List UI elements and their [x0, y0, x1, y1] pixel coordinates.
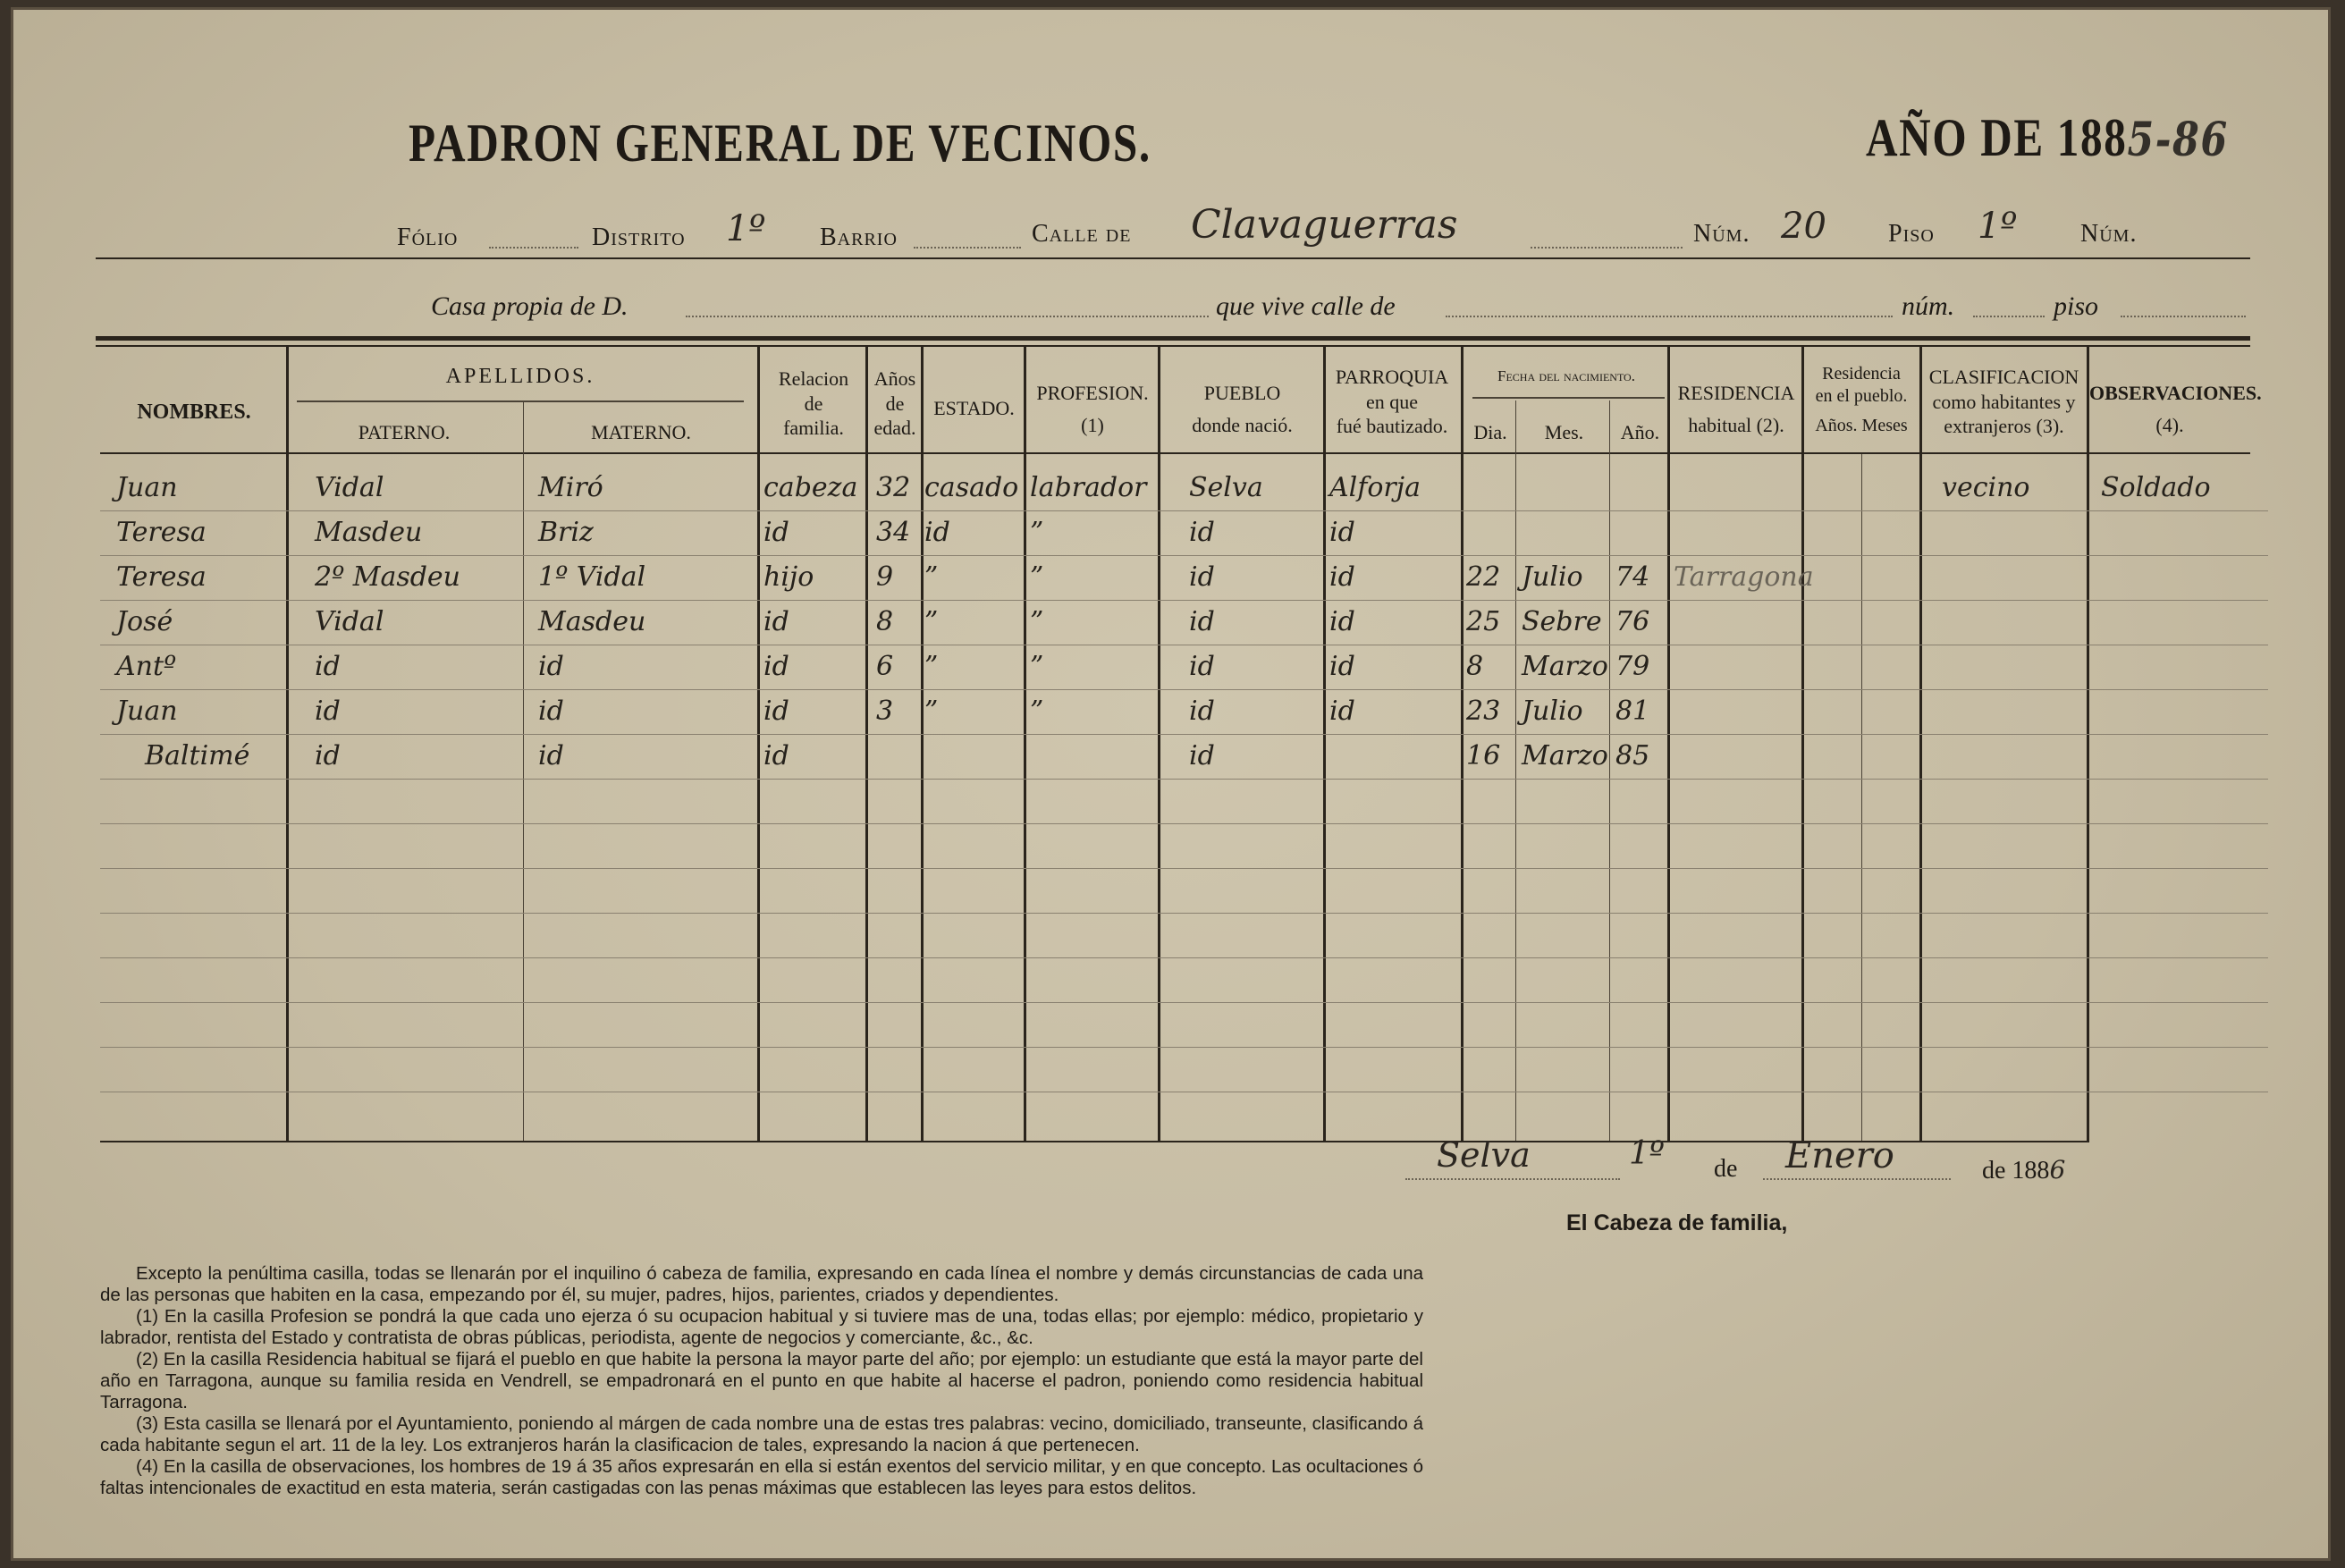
num2-label: Núm.: [2080, 220, 2138, 248]
note-2: (2) En la casilla Residencia habitual se fijará el pueblo en que habite la persona la mayor parte del año; por ejemplo: un estudiante que está la mayor parte del año en Tarragona, aunque su familia resida en Vendrell, se empadronará en el punto en que habite al hacerse el padron, poniendo como residencia habitual Tarragona.: [100, 1349, 1423, 1412]
row-profesion: ”: [1030, 651, 1044, 682]
row-rule: [100, 779, 2268, 780]
row-profesion: ”: [1030, 561, 1044, 593]
row-paterno: id: [315, 651, 341, 682]
row-rule: [100, 510, 2268, 511]
residencia-pueblo-line3: Años. Meses: [1815, 416, 1908, 435]
row-ano: 85: [1615, 740, 1650, 771]
row-pueblo: id: [1189, 740, 1215, 771]
signature-place: Selva: [1437, 1135, 1531, 1175]
row-rule: [100, 913, 2268, 914]
col-estado: ESTADO.: [933, 397, 1015, 419]
folio-dots: [489, 247, 578, 249]
observaciones-line1: OBSERVACIONES.: [2089, 382, 2262, 404]
row-nombre: Juan: [116, 472, 178, 503]
row-ano: 74: [1615, 561, 1650, 593]
row-estado: ”: [924, 606, 939, 637]
col-divider: [1861, 454, 1862, 1142]
col-pueblo: [1160, 381, 1325, 437]
row-estado: casado: [924, 472, 1019, 503]
row-pueblo: id: [1189, 517, 1215, 548]
anos-line3: edad.: [873, 417, 916, 439]
row-nombre: Baltimé: [145, 740, 250, 771]
row-profesion: ”: [1030, 606, 1044, 637]
row-nombre: Teresa: [116, 561, 207, 593]
signature-day: 1º: [1629, 1135, 1665, 1172]
row-edad: 34: [876, 517, 911, 548]
col-divider: [1667, 347, 1670, 1142]
col-divider: [1024, 347, 1026, 1142]
row-estado: id: [924, 517, 950, 548]
distrito-label: Distrito: [592, 223, 686, 251]
row-pueblo: id: [1189, 561, 1215, 593]
row-rule: [100, 957, 2268, 958]
row-rule: [100, 734, 2268, 735]
row-parroquia: id: [1329, 651, 1355, 682]
row-paterno: 2º Masdeu: [315, 561, 461, 593]
row-observaciones: Soldado: [2101, 472, 2211, 503]
casa-label: Casa propia de D.: [431, 291, 628, 321]
row-relacion: id: [763, 517, 789, 548]
row-relacion: hijo: [763, 561, 814, 593]
row-nombre: Teresa: [116, 517, 207, 548]
num-label: Núm.: [1693, 220, 1750, 248]
row-estado: ”: [924, 651, 939, 682]
piso-value: 1º: [1978, 206, 2018, 247]
anos-line1: Años: [873, 367, 916, 390]
col-ano: Año.: [1620, 421, 1660, 443]
form-year: [1866, 107, 2229, 169]
col-divider: [523, 400, 524, 1142]
row-mes: Julio: [1522, 561, 1583, 593]
note-1: (1) En la casilla Profesion se pondrá la que cada uno ejerza ó su ocupacion habitual y si tuviere mas de una, todas ellas; por ejemplo: médico, propietario y labrador, rentista del Estado y contratista de obras públicas, periodista, agente de negocios y comerciante, &c., &c.: [100, 1306, 1423, 1348]
row-relacion: id: [763, 695, 789, 727]
row-materno: Briz: [538, 517, 594, 548]
row-parroquia: id: [1329, 517, 1355, 548]
relacion-line2: de: [804, 392, 823, 415]
table-top-rule-thin: [96, 345, 2250, 347]
row-ano: 81: [1615, 695, 1650, 727]
casa-dots: [686, 316, 1209, 317]
residencia-pueblo-line1: Residencia: [1822, 364, 1901, 384]
table-top-rule: [96, 336, 2250, 341]
parroquia-line1: PARROQUIA: [1335, 366, 1449, 388]
vive-dots: [1446, 316, 1893, 317]
row-dia: 25: [1466, 606, 1501, 637]
row-profesion: labrador: [1030, 472, 1147, 503]
row-materno: id: [538, 740, 564, 771]
row-rule: [100, 689, 2268, 690]
clasificacion-line1: CLASIFICACION: [1928, 366, 2079, 388]
row-mes: Marzo: [1522, 651, 1608, 682]
row-dia: 8: [1466, 651, 1484, 682]
residencia-pueblo-line2: en el pueblo.: [1815, 386, 1908, 406]
header-bottom-rule: [100, 452, 2250, 454]
census-form-sheet: [11, 7, 2331, 1561]
folio-label: Fólio: [397, 223, 459, 251]
row-paterno: Vidal: [315, 606, 384, 637]
row-materno: id: [538, 651, 564, 682]
row-edad: 3: [876, 695, 894, 727]
row-profesion: ”: [1030, 517, 1044, 548]
col-residencia: [1669, 381, 1803, 437]
signature-month: Enero: [1785, 1135, 1894, 1176]
col-divider: [865, 347, 868, 1142]
instructions-notes: [100, 1263, 1423, 1499]
row-pueblo: id: [1189, 651, 1215, 682]
row-edad: 6: [876, 651, 894, 682]
row-materno: Miró: [538, 472, 603, 503]
owner-piso-label: piso: [2054, 291, 2099, 321]
row-nombre: Juan: [116, 695, 178, 727]
col-parroquia: [1325, 365, 1459, 439]
address-rule: [96, 257, 2250, 259]
row-edad: 8: [876, 606, 894, 637]
relacion-line1: Relacion: [778, 367, 849, 390]
col-dia: Dia.: [1473, 421, 1507, 443]
profesion-line2: (1): [1081, 413, 1104, 436]
row-dia: 22: [1466, 561, 1501, 593]
calle-value: Clavaguerras: [1191, 202, 1458, 248]
residencia-line2: habitual (2).: [1688, 413, 1784, 436]
col-divider: [2087, 347, 2089, 1142]
row-residencia: Tarragona: [1674, 561, 1814, 593]
note-3: (3) Esta casilla se llenará por el Ayuntamiento, poniendo al márgen de cada nombre una de estas tres palabras: vecino, domiciliado, transeunte, clasificando á cada habitante segun el art. 11 de la ley. Los extranjeros harán la clasificacion de tales, expresando la nacion á que pertenecen.: [100, 1413, 1423, 1455]
col-divider: [286, 347, 289, 1142]
col-observaciones: [2089, 381, 2262, 437]
pueblo-line1: PUEBLO: [1203, 382, 1281, 404]
row-estado: ”: [924, 695, 939, 727]
col-anos: [867, 367, 923, 441]
col-divider: [1158, 347, 1160, 1142]
col-materno: MATERNO.: [591, 421, 691, 443]
row-rule: [100, 868, 2268, 869]
col-divider: [1919, 347, 1922, 1142]
col-mes: Mes.: [1544, 421, 1584, 443]
col-residencia-pueblo: [1803, 363, 1919, 437]
row-rule: [100, 600, 2268, 601]
col-divider: [1323, 347, 1326, 1142]
row-edad: 9: [876, 561, 894, 593]
row-ano: 76: [1615, 606, 1650, 637]
col-divider: [1461, 347, 1464, 1142]
row-parroquia: id: [1329, 695, 1355, 727]
row-edad: 32: [876, 472, 911, 503]
vive-label: que vive calle de: [1216, 291, 1396, 321]
row-rule: [100, 1047, 2268, 1048]
row-ano: 79: [1615, 651, 1650, 682]
parroquia-line2: en que: [1365, 390, 1419, 413]
col-relacion: [760, 367, 867, 441]
calle-label: Calle de: [1032, 220, 1132, 248]
row-parroquia: id: [1329, 561, 1355, 593]
row-mes: Julio: [1522, 695, 1583, 727]
signature-year-digit: 6: [2049, 1155, 2066, 1184]
row-relacion: id: [763, 651, 789, 682]
pueblo-line2: donde nació.: [1192, 413, 1293, 436]
row-paterno: Vidal: [315, 472, 384, 503]
barrio-dots: [914, 247, 1021, 249]
row-rule: [100, 1002, 2268, 1003]
row-materno: 1º Vidal: [538, 561, 646, 593]
apellidos-rule: [297, 400, 744, 402]
row-paterno: Masdeu: [315, 517, 423, 548]
num-value: 20: [1781, 206, 1826, 247]
year-handwritten: 5-86: [2127, 113, 2229, 167]
relacion-line3: familia.: [783, 417, 844, 439]
calle-dots: [1531, 247, 1683, 249]
owner-num-label: núm.: [1902, 291, 1955, 321]
owner-piso-dots: [2121, 316, 2246, 317]
col-paterno: PATERNO.: [358, 421, 451, 443]
row-pueblo: id: [1189, 695, 1215, 727]
col-divider: [1515, 400, 1516, 1142]
col-divider: [757, 347, 760, 1142]
distrito-value: 1º: [726, 208, 766, 249]
row-relacion: id: [763, 740, 789, 771]
col-nombres: NOMBRES.: [137, 400, 251, 424]
row-relacion: id: [763, 606, 789, 637]
clasificacion-line3: extranjeros (3).: [1944, 415, 2064, 437]
observaciones-line2: (4).: [2155, 413, 2184, 436]
signature-month-dots: [1763, 1178, 1951, 1180]
col-fecha: Fecha del nacimiento.: [1497, 367, 1635, 384]
row-materno: Masdeu: [538, 606, 646, 637]
row-parroquia: id: [1329, 606, 1355, 637]
row-paterno: id: [315, 740, 341, 771]
col-divider: [1801, 347, 1804, 1142]
row-rule: [100, 555, 2268, 556]
col-divider: [921, 347, 924, 1142]
row-nombre: José: [116, 606, 173, 637]
col-clasificacion: [1921, 365, 2087, 439]
col-profesion: [1025, 381, 1160, 437]
residencia-line1: RESIDENCIA: [1677, 382, 1795, 404]
note-4: (4) En la casilla de observaciones, los hombres de 19 á 35 años expresarán en ella si están exentos del servicio militar, y en que concepto. Las ocultaciones ó faltas intencionales de exactitud en esta materia, serán castigadas con las penas máximas que establecen las leyes para estos delitos.: [100, 1456, 1423, 1498]
barrio-label: Barrio: [820, 223, 898, 251]
form-title: PADRON GENERAL DE VECINOS.: [409, 114, 1151, 173]
row-materno: id: [538, 695, 564, 727]
anos-line2: de: [885, 392, 905, 415]
row-rule: [100, 823, 2268, 824]
fecha-rule: [1472, 397, 1665, 399]
row-pueblo: id: [1189, 606, 1215, 637]
profesion-line1: PROFESION.: [1036, 382, 1149, 404]
row-mes: Marzo: [1522, 740, 1608, 771]
row-pueblo: Selva: [1189, 472, 1263, 503]
row-dia: 16: [1466, 740, 1501, 771]
clasificacion-line2: como habitantes y: [1932, 390, 2076, 413]
year-label: AÑO DE 188: [1866, 108, 2128, 167]
signature-year-prefix: [1982, 1155, 2065, 1185]
note-general: Excepto la penúltima casilla, todas se llenarán por el inquilino ó cabeza de familia, expresando en cada línea el nombre y demás circunstancias de cada una de las personas que habiten en la casa, empezando por él, su mujer, padres, hijos, parientes, criados y dependientes.: [100, 1263, 1423, 1305]
signature-de: de: [1714, 1155, 1738, 1183]
cabeza-familia-label: El Cabeza de familia,: [1566, 1210, 1788, 1235]
col-apellidos: APELLIDOS.: [445, 365, 595, 388]
row-profesion: ”: [1030, 695, 1044, 727]
owner-num-dots: [1973, 316, 2045, 317]
signature-place-dots: [1405, 1178, 1620, 1180]
row-estado: ”: [924, 561, 939, 593]
piso-label: Piso: [1888, 220, 1935, 248]
parroquia-line3: fué bautizado.: [1336, 415, 1448, 437]
row-paterno: id: [315, 695, 341, 727]
row-relacion: cabeza: [763, 472, 858, 503]
row-parroquia: Alforja: [1329, 472, 1421, 503]
row-dia: 23: [1466, 695, 1501, 727]
row-nombre: Antº: [116, 651, 177, 682]
row-mes: Sebre: [1522, 606, 1602, 637]
signature-de2: de 188: [1982, 1157, 2050, 1184]
row-clasificacion: vecino: [1942, 472, 2030, 503]
col-divider: [1609, 400, 1610, 1142]
